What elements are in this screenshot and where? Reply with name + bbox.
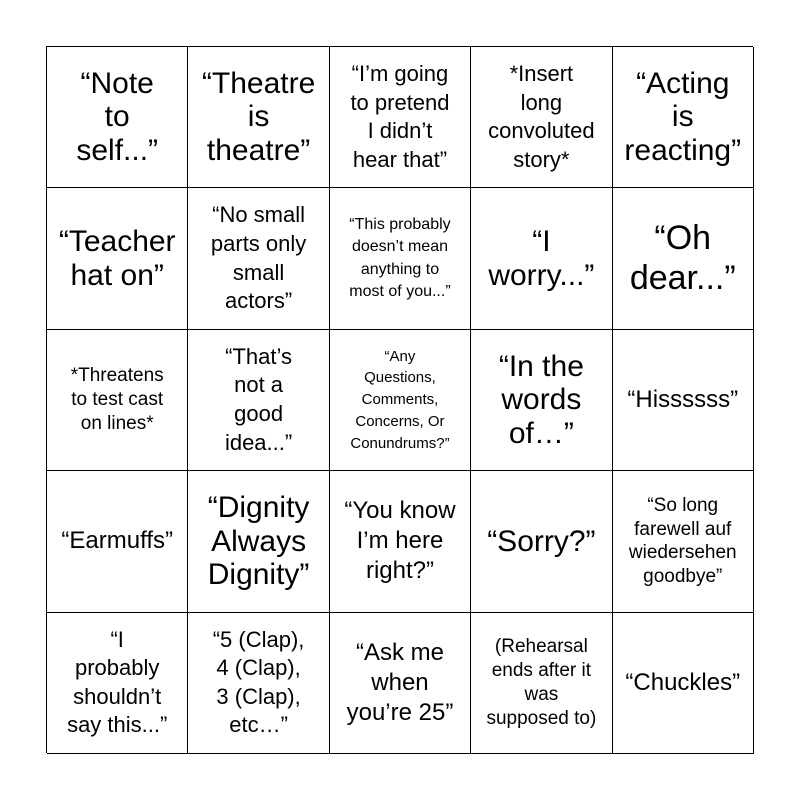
bingo-cell[interactable]: “Earmuffs” [47, 471, 188, 612]
bingo-cell[interactable]: “So long farewell auf wiedersehen goodbye” [613, 471, 754, 612]
bingo-cell[interactable]: “Ask me when you’re 25” [330, 613, 471, 754]
bingo-cell[interactable]: “You know I’m here right?” [330, 471, 471, 612]
bingo-cell[interactable]: “In the words of…” [471, 330, 612, 471]
bingo-cell[interactable]: “5 (Clap), 4 (Clap), 3 (Clap), etc…” [188, 613, 329, 754]
bingo-cell[interactable]: “I probably shouldn’t say this...” [47, 613, 188, 754]
bingo-cell[interactable]: “Oh dear...” [613, 188, 754, 329]
bingo-cell[interactable]: “This probably doesn’t mean anything to most of you...” [330, 188, 471, 329]
bingo-cell[interactable]: “Sorry?” [471, 471, 612, 612]
bingo-cell[interactable]: “Teacher hat on” [47, 188, 188, 329]
bingo-cell[interactable]: “Chuckles” [613, 613, 754, 754]
bingo-cell[interactable]: “Theatre is theatre” [188, 47, 329, 188]
bingo-cell[interactable]: “Hissssss” [613, 330, 754, 471]
bingo-cell[interactable]: “Note to self...” [47, 47, 188, 188]
bingo-cell[interactable]: *Threatens to test cast on lines* [47, 330, 188, 471]
bingo-cell[interactable]: (Rehearsal ends after it was supposed to) [471, 613, 612, 754]
bingo-cell[interactable]: “Any Questions, Comments, Concerns, Or Conundrums?” [330, 330, 471, 471]
bingo-cell[interactable]: “Acting is reacting” [613, 47, 754, 188]
bingo-cell[interactable]: “I’m going to pretend I didn’t hear that” [330, 47, 471, 188]
bingo-cell[interactable]: “Dignity Always Dignity” [188, 471, 329, 612]
bingo-cell[interactable]: “That’s not a good idea...” [188, 330, 329, 471]
bingo-cell[interactable]: “I worry...” [471, 188, 612, 329]
bingo-cell[interactable]: “No small parts only small actors” [188, 188, 329, 329]
bingo-board [46, 46, 753, 753]
bingo-cell[interactable]: *Insert long convoluted story* [471, 47, 612, 188]
